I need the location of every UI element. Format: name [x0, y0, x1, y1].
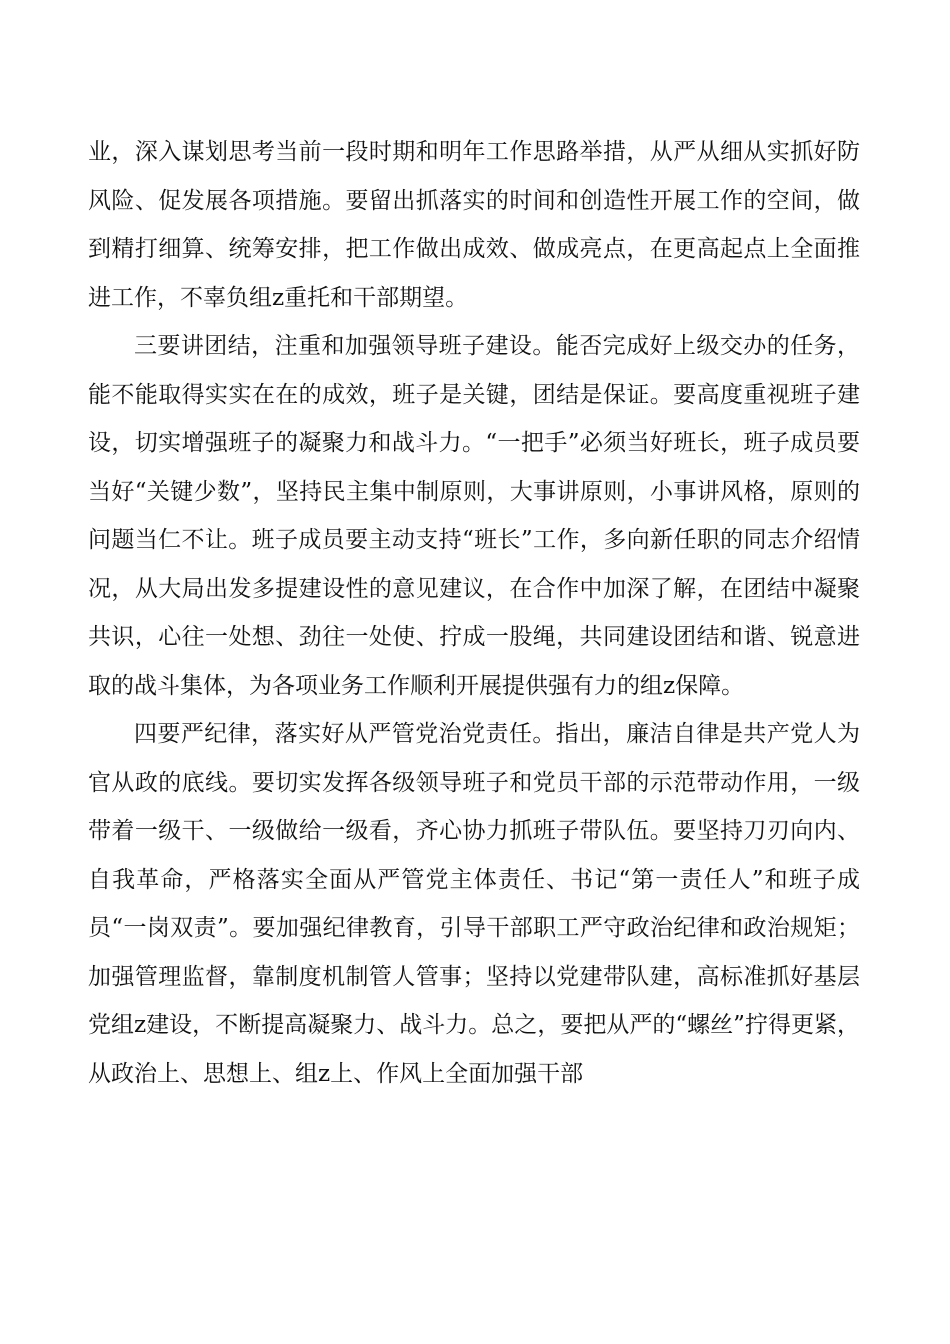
paragraph-unity: 三要讲团结，注重和加强领导班子建设。能否完成好上级交办的任务，能不能取得实实在在的成效，班子是关键，团结是保证。要高度重视班子建设，切实增强班子的凝聚力和战斗力。“一把手”必须当好班长，班子成员要当好“关键少数”，坚持民主集中制原则，大事讲原则，小事讲风格，原则的问题当仁不让。班子成员要主动支持“班长”工作，多向新任职的同志介绍情况，从大局出发多提建设性的意见建议，在合作中加深了解，在团结中凝聚共识，心往一处想、劲往一处使、拧成一股绳，共同建设团结和谐、锐意进取的战斗集体，为各项业务工作顺利开展提供强有力的组z保障。 [88, 333, 860, 699]
paragraph-continued: 业，深入谋划思考当前一段时期和明年工作思路举措，从严从细从实抓好防风险、促发展各项措施。要留出抓落实的时间和创造性开展工作的空间，做到精打细算、统筹安排，把工作做出成效、做成亮点，在更高起点上全面推进工作，不辜负组z重托和干部期望。 [88, 139, 860, 311]
body-text [88, 128, 860, 1098]
paragraph-discipline: 四要严纪律，落实好从严管党治党责任。指出，廉洁自律是共产党人为官从政的底线。要切实发挥各级领导班子和党员干部的示范带动作用，一级带着一级干、一级做给一级看，齐心协力抓班子带队伍。要坚持刀刃向内、自我革命，严格落实全面从严管党主体责任、书记“第一责任人”和班子成员“一岗双责”。要加强纪律教育，引导干部职工严守政治纪律和政治规矩；加强管理监督，靠制度机制管人管事；坚持以党建带队建，高标准抓好基层党组z建设，不断提高凝聚力、战斗力。总之，要把从严的“螺丝”拧得更紧，从政治上、思想上、组z上、作风上全面加强干部 [88, 721, 860, 1087]
